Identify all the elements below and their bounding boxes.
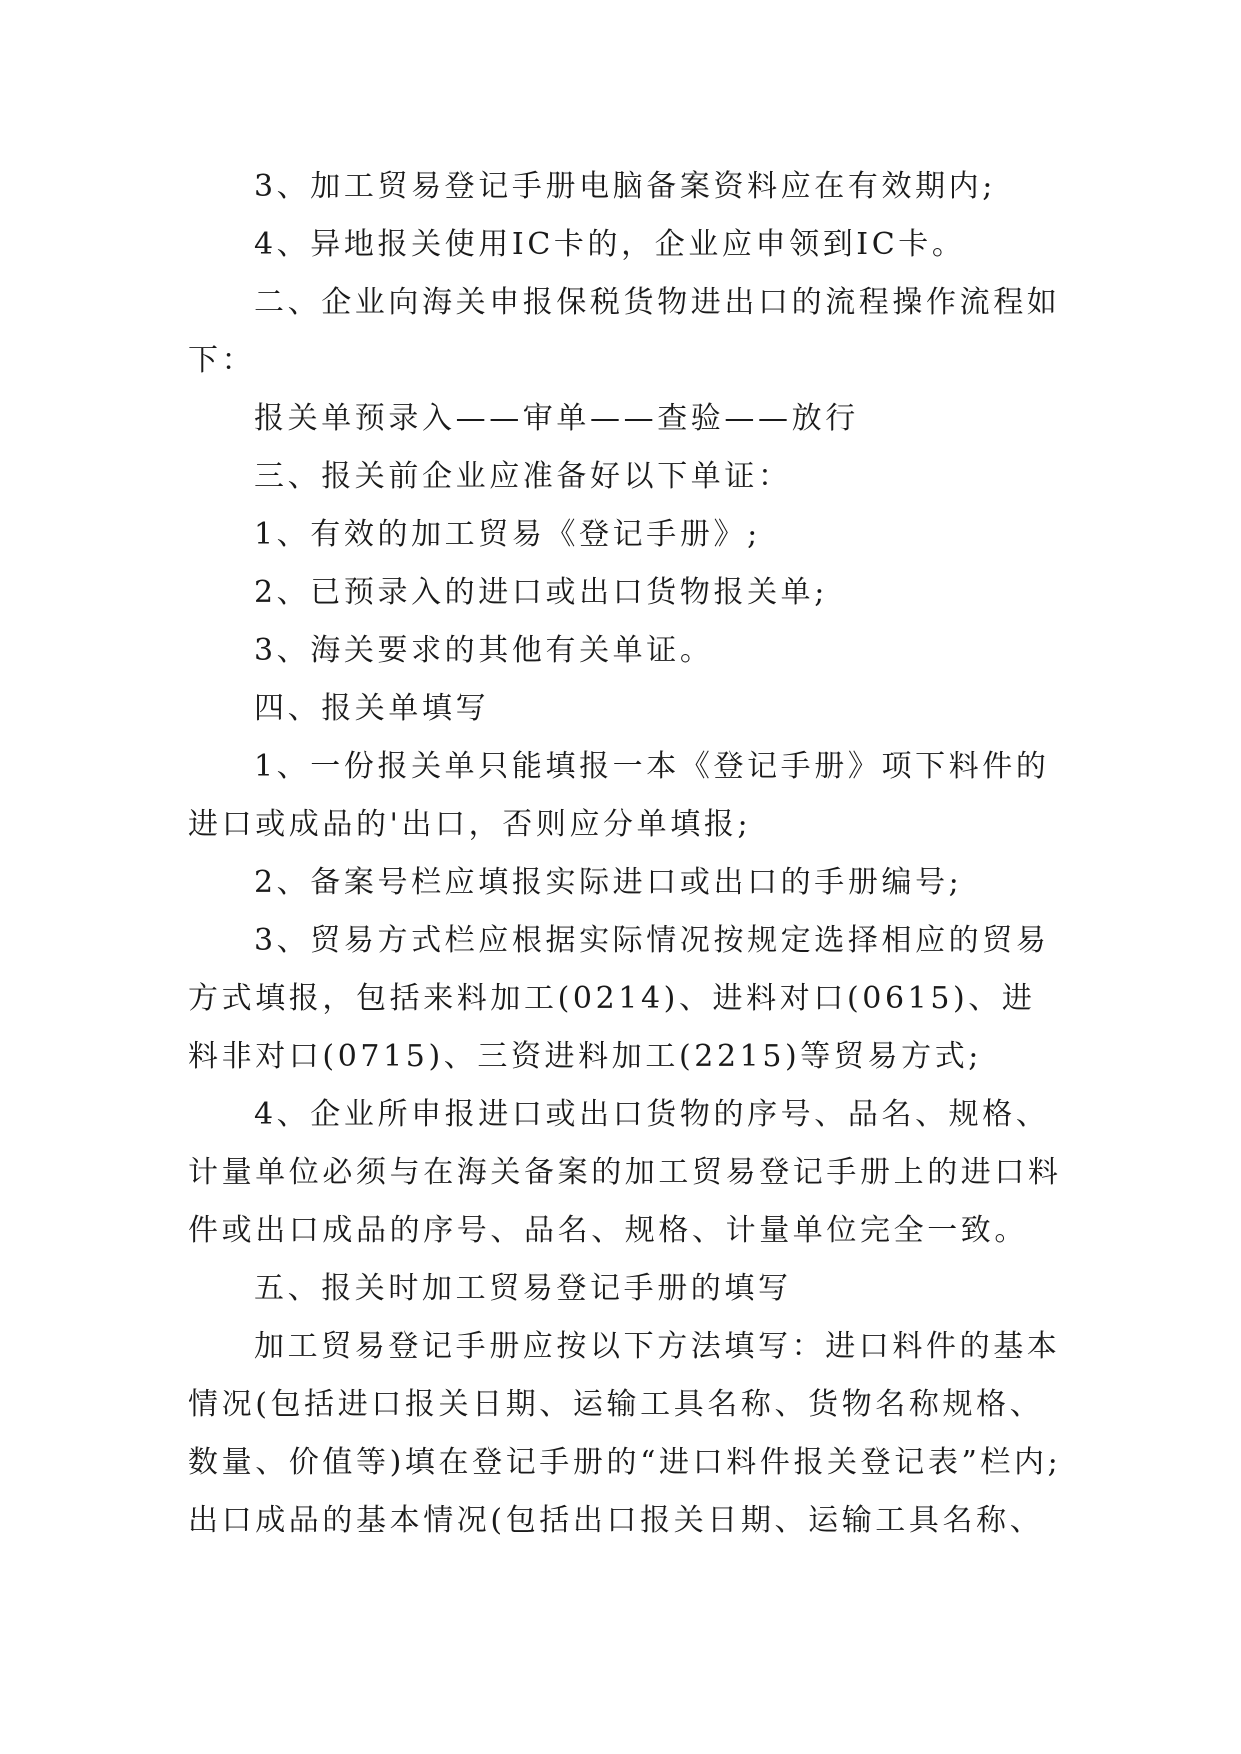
paragraph-fill-3: 3、贸易方式栏应根据实际情况按规定选择相应的贸易方式填报，包括来料加工(0214)、进料对口(0615)、进料非对口(0715)、三资进料加工(2215)等贸易方式;: [188, 923, 1050, 1074]
paragraph-fill-1: 1、一份报关单只能填报一本《登记手册》项下料件的进口或成品的'出口，否则应分单填报;: [188, 749, 1050, 842]
paragraph-handbook-fill: 加工贸易登记手册应按以下方法填写：进口料件的基本情况(包括进口报关日期、运输工具名称、货物名称规格、数量、价值等)填在登记手册的“进口料件报关登记表”栏内;出口成品的基本情况(包括出口报关日期、运输工具名称、: [188, 1329, 1062, 1538]
paragraph-requirement-3: 3、加工贸易登记手册电脑备案资料应在有效期内;: [254, 169, 996, 204]
paragraph-document-2: 2、已预录入的进口或出口货物报关单;: [254, 575, 828, 610]
document-body: [188, 158, 1068, 1550]
paragraph-fill-4: 4、企业所申报进口或出口货物的序号、品名、规格、计量单位必须与在海关备案的加工贸易登记手册上的进口料件或出口成品的序号、品名、规格、计量单位完全一致。: [188, 1097, 1062, 1248]
paragraph-process-flow: 报关单预录入——审单——查验——放行: [254, 401, 859, 436]
section-heading-3: 三、报关前企业应准备好以下单证：: [254, 459, 792, 494]
paragraph-document-1: 1、有效的加工贸易《登记手册》;: [254, 517, 761, 552]
section-heading-4: 四、报关单填写: [254, 691, 490, 726]
paragraph-document-3: 3、海关要求的其他有关单证。: [254, 633, 714, 668]
paragraph-requirement-4: 4、异地报关使用IC卡的，企业应申领到IC卡。: [254, 227, 966, 262]
section-heading-2: 二、企业向海关申报保税货物进出口的流程操作流程如下：: [188, 285, 1061, 378]
paragraph-fill-2: 2、备案号栏应填报实际进口或出口的手册编号;: [254, 865, 963, 900]
section-heading-5: 五、报关时加工贸易登记手册的填写: [254, 1271, 792, 1306]
